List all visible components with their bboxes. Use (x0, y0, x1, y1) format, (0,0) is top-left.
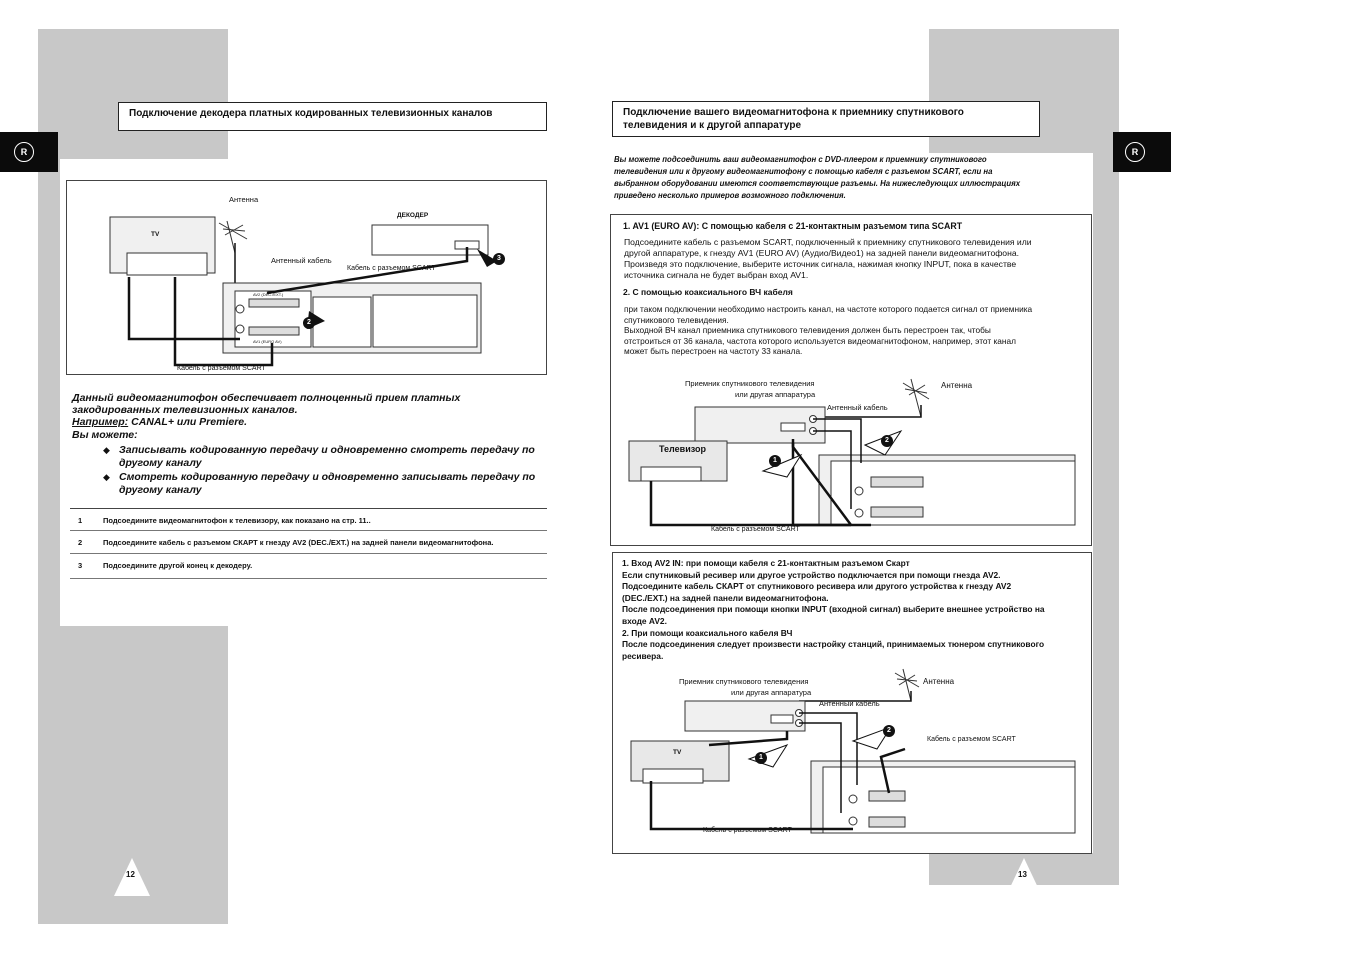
box2-callout-2-icon: 2 (883, 725, 895, 737)
callout-3-icon: 3 (493, 253, 505, 265)
box1-text-2 (624, 304, 1084, 357)
box1-heading-1: 1. AV1 (EURO AV): С помощью кабеля с 21-контактным разъемом типа SCART (623, 221, 963, 231)
antenna-cable-label: Антенный кабель (271, 256, 332, 265)
av2-jack-label: AV2 (DEC./EXT.) (253, 292, 284, 297)
step-text: Подсоедините видеомагнитофон к телевизору, как показано на стр. 11.. (103, 516, 371, 525)
right-language-tab (1113, 132, 1171, 172)
step-number: 1 (78, 516, 83, 525)
box2-line-9: ресивера. (622, 650, 664, 661)
step-text: Подсоедините кабель с разъемом СКАРТ к гнезду AV2 (DEC./EXT.) на задней панели видеомагнитофона. (103, 538, 494, 547)
bullet-item-2: Смотреть кодированную передачу и одновременно записывать передачу по другому каналу (119, 471, 536, 496)
box2-text (622, 558, 1084, 662)
box1-callout-1-icon: 1 (769, 455, 781, 467)
step-text: Подсоедините другой конец к декодеру. (103, 561, 253, 570)
box2-diagram (613, 661, 1089, 851)
right-intro-line-2: телевидения или к другому видеомагнитофону с помощью кабеля с разъемом SCART, если на (614, 167, 993, 176)
box1-text-1-line-4: источника сигнала не будет выбран вход AV1. (624, 270, 809, 280)
right-intro (614, 154, 1084, 202)
step-number: 2 (78, 538, 83, 547)
box1-antenna-label: Антенна (941, 381, 973, 390)
box2-antenna-cable-label: Антенный кабель (819, 699, 880, 708)
box2-line-6: входе AV2. (622, 615, 667, 626)
bullet-diamond-icon-2: ◆ (103, 472, 110, 482)
left-gray-band-side (38, 159, 60, 626)
box1-text-1-line-3: Произведя это подключение, выберите источник сигнала, нажимая кнопку INPUT, пока в качестве (624, 259, 1017, 269)
box2-scart-cable-right-label: Кабель с разъемом SCART (927, 736, 1016, 743)
box2-line-1: 1. Вход AV2 IN: при помощи кабеля с 21-контактным разъемом Скарт (622, 558, 910, 568)
box2-antenna-label: Антенна (923, 677, 955, 686)
box1-receiver-label-2: или другая аппаратура (735, 390, 816, 399)
box2-callout-1-icon: 1 (755, 752, 767, 764)
step-row-2 (70, 530, 547, 554)
box1-text-2-line-5: может быть перестроен на частоту 33 канала. (624, 346, 803, 356)
decoder-diagram-lines (67, 181, 546, 374)
example-value: CANAL+ или Premiere. (128, 416, 248, 428)
box1-diagram (611, 365, 1089, 565)
step-row-3 (70, 553, 547, 579)
scart-cable-bottom-label: Кабель с разъемом SCART (177, 365, 266, 372)
left-language-tab (0, 132, 58, 172)
right-intro-line-1: Вы можете подсоединить ваш видеомагнитофон с DVD-плеером к приемнику спутникового (614, 155, 987, 164)
example-line (72, 416, 247, 428)
box2-receiver-label-1: Приемник спутникового телевидения (679, 677, 809, 686)
box1-text-2-line-3: Выходной ВЧ канал приемника спутникового телевидения должен быть перестроен так, чтобы (624, 325, 991, 335)
box2-scart-cable-bottom-label: Кабель с разъемом SCART (703, 827, 792, 834)
box2-line-4: (DEC./EXT.) на задней панели видеомагнитофона. (622, 592, 829, 603)
box1-scart-cable-label: Кабель с разъемом SCART (711, 526, 800, 533)
decoder-connection-figure (66, 180, 547, 375)
box1-text-1-line-2: другой аппаратуре, к гнезду AV1 (EURO AV) (Аудио/Видео1) на задней панели видеомагнитофона. (624, 248, 1019, 258)
box2-line-2: Если спутниковый ресивер или другое устройство подключается при помощи гнезда AV2. (622, 569, 1001, 580)
callout-2-icon: 2 (303, 317, 315, 329)
box1-heading-2: 2. С помощью коаксиального ВЧ кабеля (623, 287, 793, 297)
scart-cable-top-label: Кабель с разъемом SCART (347, 265, 436, 272)
tv-label: TV (151, 231, 160, 238)
box2-line-3: Подсоедините кабель СКАРТ от спутникового ресивера или другого устройства к гнезду AV2 (622, 581, 1012, 592)
box1-text-1 (624, 237, 1084, 281)
box1-text-1-line-1: Подсоедините кабель с разъемом SCART, подключенный к приемнику спутникового телевидения или (624, 237, 1032, 247)
box1-text-2-line-1: при таком подключении необходимо настроить канал, на частоте которого подается сигнал от приемника (624, 304, 1033, 314)
bullet-item-1: Записывать кодированную передачу и одновременно смотреть передачу по другому каналу (119, 444, 535, 469)
step-row-1 (70, 508, 547, 531)
right-page-title (612, 101, 1040, 137)
box2-tv-label: TV (673, 749, 682, 756)
box1-tv-label: Телевизор (659, 444, 706, 454)
step-number: 3 (78, 561, 83, 570)
box1-text-2-line-4: отстроиться от 36 канала, частота которого используется видеомагнитофоном, например, этот канал (624, 335, 1016, 346)
left-page-title: Подключение декодера платных кодированных телевизионных каналов (118, 102, 547, 131)
intro-line-2: закодированных телевизионных каналов. (72, 404, 298, 416)
example-label: Например: (72, 416, 129, 428)
box1-callout-2-icon: 2 (881, 435, 893, 447)
left-page-number: 12 (126, 870, 135, 879)
you-can-label: Вы можете: (72, 429, 138, 441)
intro-line-1: Данный видеомагнитофон обеспечивает полноценный прием платных (72, 392, 461, 404)
connection-box-1 (610, 214, 1092, 546)
box2-line-5: После подсоединения при помощи кнопки INPUT (входной сигнал) выберите внешнее устройство на (622, 604, 1045, 615)
decoder-label: ДЕКОДЕР (397, 212, 429, 219)
box2-line-8: После подсоединения следует произвести настройку станций, принимаемых тюнером спутникового (622, 639, 1045, 650)
right-gray-band-side (1093, 153, 1119, 853)
box1-receiver-label-1: Приемник спутникового телевидения (685, 379, 815, 388)
connection-box-2 (612, 552, 1092, 854)
bullet-diamond-icon-1: ◆ (103, 445, 110, 455)
box2-receiver-label-2: или другая аппаратура (731, 688, 812, 697)
right-intro-line-4: приведено несколько примеров возможного подключения. (614, 191, 846, 200)
antenna-label: Антенна (229, 195, 259, 204)
right-title-line-2: телевидения и к другой аппаратуре (623, 120, 802, 131)
right-title-line-1: Подключение вашего видеомагнитофона к приемнику спутникового (623, 107, 964, 118)
right-intro-line-3: выбранном оборудовании имеются соответствующие разъемы. На нижеследующих иллюстрациях (614, 179, 1021, 188)
box1-antenna-cable-label: Антенный кабель (827, 403, 888, 412)
av1-jack-label: AV1 (EURO AV) (253, 339, 282, 344)
language-r-icon: R (14, 142, 34, 162)
box2-line-7: 2. При помощи коаксиального кабеля ВЧ (622, 627, 793, 638)
left-gray-band-top (38, 29, 228, 159)
right-page-number: 13 (1018, 870, 1027, 879)
box1-text-2-line-2: спутникового телевидения. (624, 314, 729, 325)
language-r-icon: R (1125, 142, 1145, 162)
